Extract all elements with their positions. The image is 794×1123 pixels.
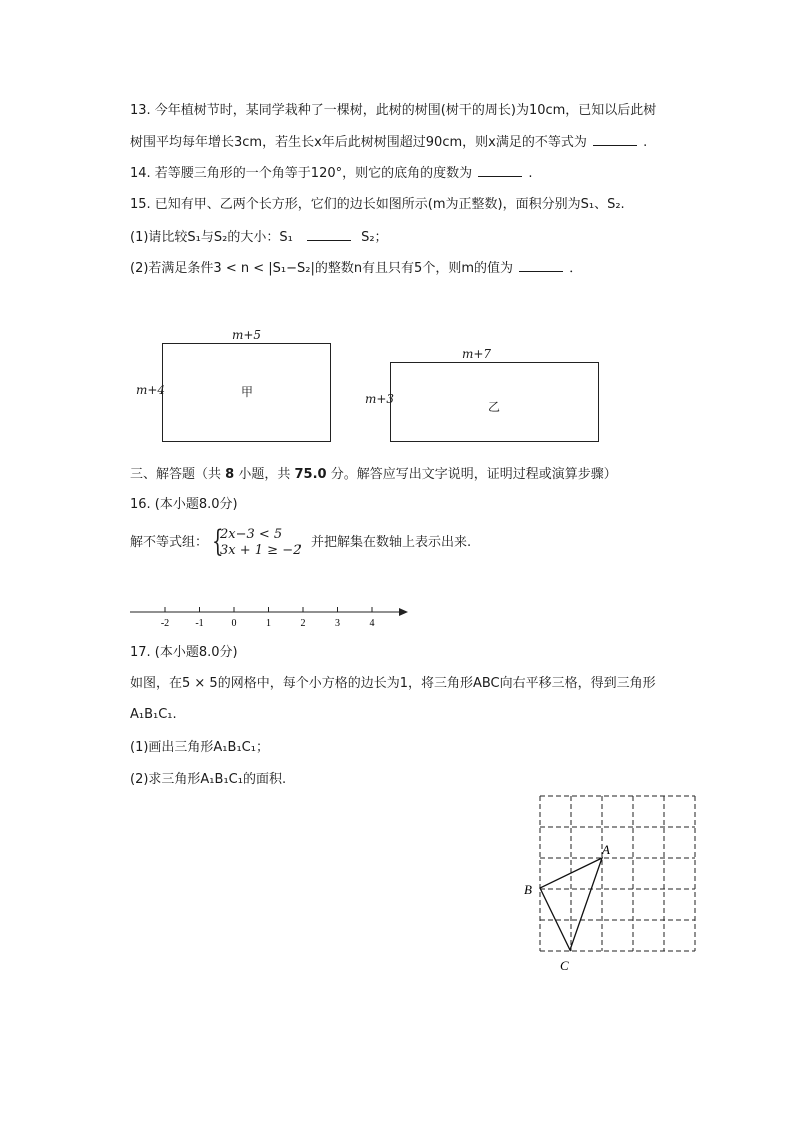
rect-2-top-label: m+7 — [462, 347, 492, 361]
q17-part-2: (2)求三角形A₁B₁C₁的面积. — [130, 772, 287, 787]
point-a-label: A — [602, 842, 610, 857]
q13-line-2-text: 树围平均每年增长3cm，若生长x年后此树树围超过90cm，则x满足的不等式为 — [130, 135, 587, 150]
q17-part-1: (1)画出三角形A₁B₁C₁； — [130, 740, 269, 755]
section-3-heading-c: 小题，共 — [238, 467, 291, 482]
number-line-label: 2 — [300, 618, 306, 629]
number-line-label: -1 — [195, 618, 204, 629]
grid-figure — [515, 790, 715, 980]
q15-part-1 — [130, 228, 388, 247]
section-3-score: 75.0 — [294, 467, 327, 482]
q13-line-2 — [130, 133, 647, 152]
q15-part-2 — [130, 259, 582, 278]
rect-1-top-label: m+5 — [232, 328, 262, 342]
q17-title: 17. (本小题8.0分) — [130, 645, 238, 660]
q13-line-1: 13. 今年植树节时，某同学栽种了一棵树，此树的树围(树干的周长)为10cm，已知以后此树 — [130, 103, 657, 118]
q16-inequality-2: 3x + 1 ≥ −2 — [220, 543, 302, 558]
q15-part-2-blank[interactable] — [519, 259, 563, 272]
section-3-heading-a: 三、解答题（共 — [130, 467, 222, 482]
q15-part-1-prefix: (1)请比较S₁与S₂的大小：S₁ — [130, 230, 293, 245]
q13-answer-blank[interactable] — [593, 133, 637, 146]
number-line-label: 4 — [369, 618, 375, 629]
q15-part-2-suffix: ． — [569, 261, 583, 276]
section-3-heading — [130, 466, 617, 484]
q16-title: 16. (本小题8.0分) — [130, 497, 238, 512]
rect-2-inner-label: 乙 — [488, 400, 501, 414]
section-3-count: 8 — [225, 467, 235, 482]
q17-line-1: 如图，在5 × 5的网格中，每个小方格的边长为1，将三角形ABC向右平移三格，得到三角形 — [130, 676, 656, 691]
q14-line — [130, 164, 533, 183]
number-line-label: 0 — [231, 618, 237, 629]
rect-2-side-label: m+3 — [365, 392, 395, 406]
q14-answer-blank[interactable] — [478, 164, 522, 177]
q16-brace: { — [212, 524, 224, 559]
q14-period: . — [528, 166, 533, 181]
point-b-label: B — [524, 882, 532, 897]
q16-prompt: 解不等式组： — [130, 535, 209, 550]
q15-part-2-prefix: (2)若满足条件3 < n < |S₁−S₂|的整数n有且只有5个，则m的值为 — [130, 261, 513, 276]
q13-period: . — [643, 135, 648, 150]
q16-inequality-1: 2x−3 < 5 — [220, 527, 283, 542]
q15-line-1: 15. 已知有甲、乙两个长方形，它们的边长如图所示(m为正整数)，面积分别为S₁、S₂. — [130, 197, 625, 212]
q16-suffix: ，并把解集在数轴上表示出来. — [298, 535, 472, 550]
number-line-label: -2 — [160, 618, 170, 629]
q17-line-2: A₁B₁C₁. — [130, 707, 177, 722]
number-line-label: 3 — [335, 618, 340, 629]
rect-1-inner-label: 甲 — [241, 385, 254, 399]
point-c-label: C — [560, 958, 569, 973]
number-line-label: 1 — [266, 618, 271, 629]
q15-part-1-suffix: S₂； — [361, 230, 388, 245]
q15-part-1-blank[interactable] — [307, 228, 351, 241]
number-line — [125, 600, 415, 640]
rect-1-side-label: m+4 — [136, 383, 166, 397]
q14-text: 14. 若等腰三角形的一个角等于120°，则它的底角的度数为 — [130, 166, 473, 181]
section-3-heading-e: 分。解答应写出文字说明，证明过程或演算步骤） — [330, 467, 617, 482]
